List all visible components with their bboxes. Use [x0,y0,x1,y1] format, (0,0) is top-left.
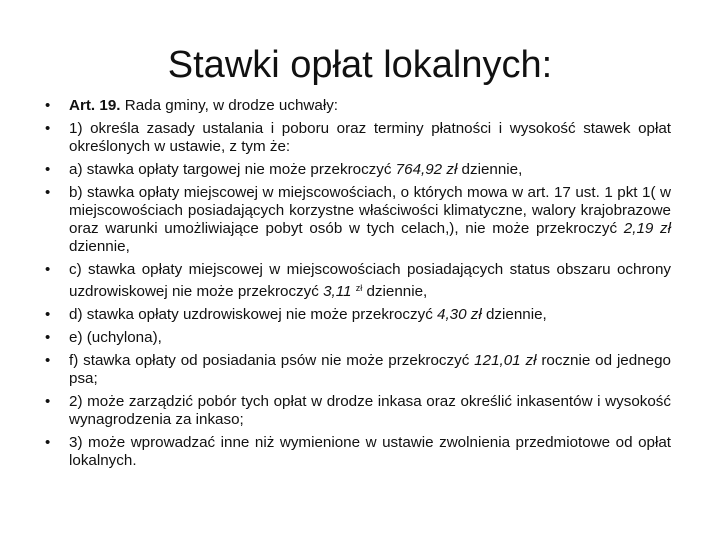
item-amount: 4,30 zł [437,306,482,323]
item-amount: 764,92 zł [395,161,458,178]
list-item-e [45,329,671,347]
item-text: c) stawka opłaty miejscowej w miejscowościach posiadających status obszaru ochrony uzdrowiskowej nie może przekroczyć [69,261,671,300]
item-amount: 121,01 zł [474,352,537,369]
item-suffix: dziennie, [69,238,130,255]
item-text: d) stawka opłaty uzdrowiskowej nie może przekroczyć [69,306,438,323]
list-item-art-19 [45,97,671,115]
item-amount: 3,11 [323,283,352,300]
list-item-a [45,161,671,179]
bullet-list [45,97,671,475]
list-item-f [45,352,671,388]
article-text: Rada gminy, w drodze uchwały: [120,97,339,114]
list-item-d [45,306,671,324]
page-title: Stawki opłat lokalnych: [167,44,553,86]
item-text: a) stawka opłaty targowej nie może przekroczyć [69,161,396,178]
item-suffix: dziennie, [362,283,428,300]
list-item-b [45,184,671,256]
article-label: Art. 19. [69,97,121,114]
item-text: 1) określa zasady ustalania i poboru oraz terminy płatności i wysokość stawek opłat określonych w ustawie, z tym że: [69,120,671,155]
item-text: e) (uchylona), [69,329,162,346]
list-item-3 [45,434,671,470]
list-item-1 [45,120,671,156]
item-suffix: rocznie od jednego psa; [69,352,671,387]
item-text: 2) może zarządzić pobór tych opłat w drodze inkasa oraz określić inkasentów i wysokość wynagrodzenia za inkaso; [69,393,671,428]
item-amount: 2,19 zł [623,220,672,237]
item-suffix: dziennie, [457,161,523,178]
list-item-2 [45,393,671,429]
item-text: b) stawka opłaty miejscowej w miejscowościach, o których mowa w art. 17 ust. 1 pkt 1( w miejscowościach posiadających korzystne właściwości klimatyczne, walory krajobrazowe oraz warunki umożliwiające pobyt osób w tych celach,), nie może przekroczyć [69,184,671,237]
item-text: 3) może wprowadzać inne niż wymienione w ustawie zwolnienia przedmiotowe od opłat lokalnych. [69,434,671,469]
item-text: f) stawka opłaty od posiadania psów nie może przekroczyć [69,352,475,369]
list-item-c [45,261,671,301]
item-suffix: dziennie, [481,306,547,323]
item-unit: zł [355,283,363,293]
